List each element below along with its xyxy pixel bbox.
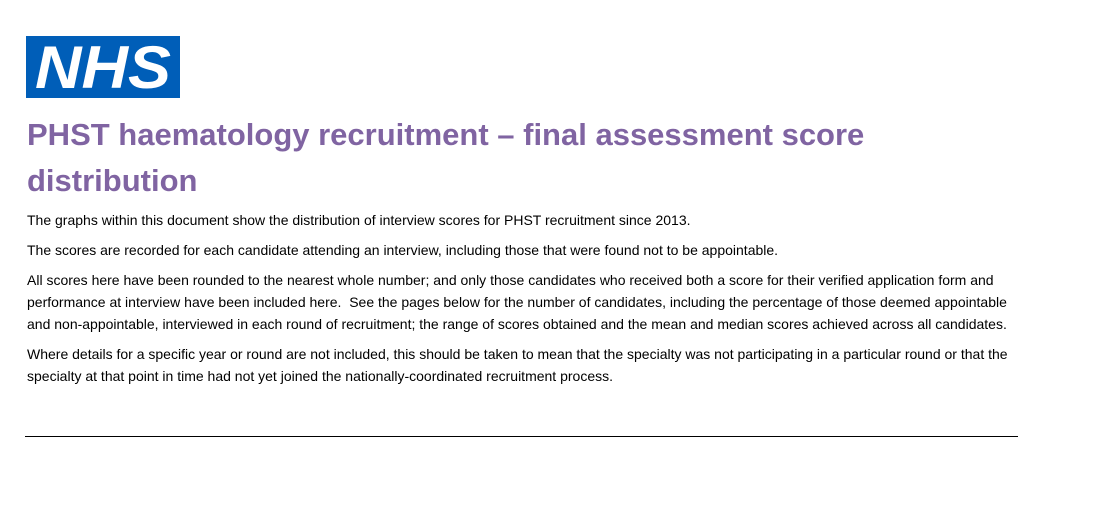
horizontal-divider (25, 436, 1018, 437)
nhs-logo (26, 36, 180, 98)
paragraph: All scores here have been rounded to the nearest whole number; and only those candidates who received both a score for their verified application form and performance at interview have been included here. See the pages below for the number of candidates, including the percentage of those deemed appointable and non-appointable, interviewed in each round of recruitment; the range of scores obtained and the mean and median scores achieved across all candidates. (27, 272, 1007, 332)
intro-text (27, 209, 1027, 395)
page-title: PHST haematology recruitment – final assessment score distribution (27, 117, 865, 198)
paragraph: The scores are recorded for each candidate attending an interview, including those that were found not to be appointable. (27, 242, 779, 258)
paragraph: The graphs within this document show the distribution of interview scores for PHST recruitment since 2013. (27, 212, 691, 228)
paragraph: Where details for a specific year or round are not included, this should be taken to mean that the specialty was not participating in a particular round or that the specialty at that point in time had not yet joined the nationally-coordinated recruitment process. (27, 346, 1008, 384)
nhs-logo-text: NHS (35, 36, 171, 98)
